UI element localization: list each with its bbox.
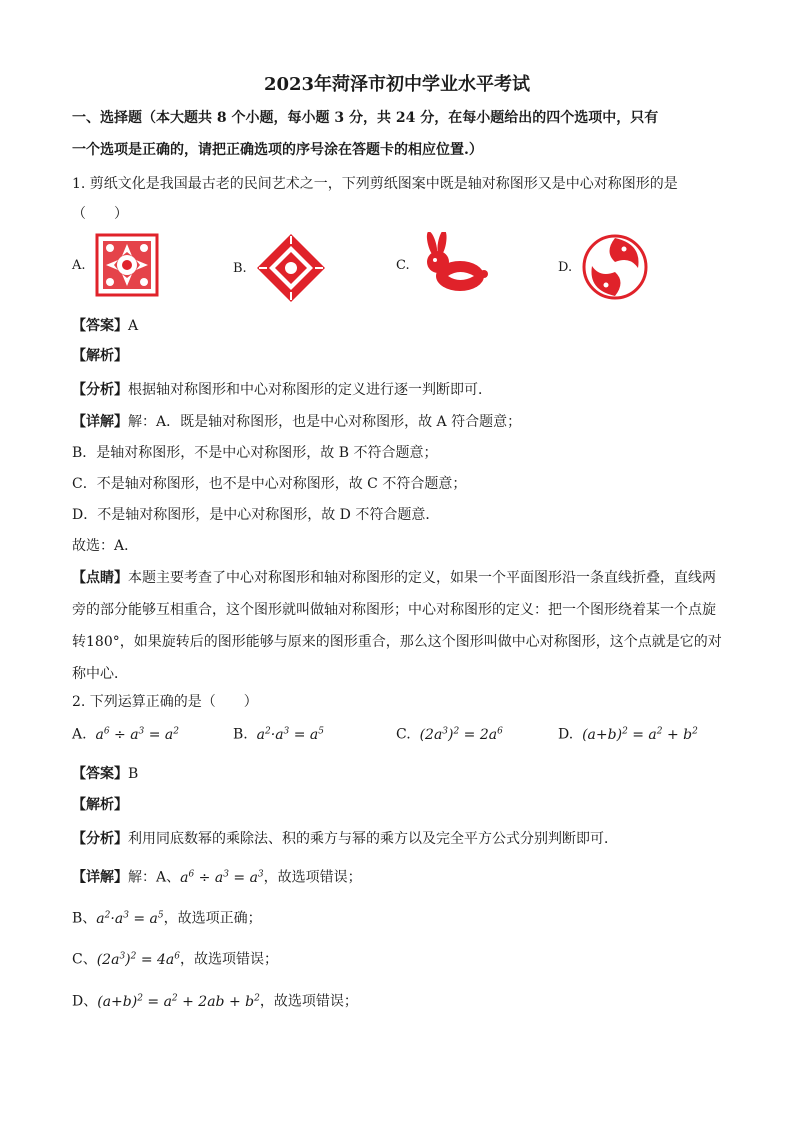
papercut-rabbit-icon	[418, 232, 488, 298]
option-label: B.	[233, 260, 247, 276]
q2-analysis-tag	[72, 795, 724, 815]
q1-option-a	[72, 232, 160, 298]
q2-xiangjie	[72, 864, 724, 888]
papercut-twin-fish-icon	[580, 232, 650, 302]
papercut-diamond-snowflake-icon	[255, 232, 327, 304]
fenxi-text: 利用同底数幂的乘除法、积的乘方与幂的乘方以及完全平方公式分别判断即可．	[128, 831, 618, 847]
q1-stem-line-2: （ ）	[72, 206, 128, 222]
q1-answer	[72, 316, 724, 336]
q2-line-d	[72, 988, 724, 1012]
line-suffix: ，故选项错误；	[259, 993, 358, 1010]
q1-dianjing	[72, 562, 724, 690]
q2-option-d	[558, 726, 698, 743]
line-suffix: ，故选项错误；	[180, 951, 278, 968]
q1-choose: 故选：A．	[72, 538, 139, 554]
answer-value: A	[128, 318, 139, 334]
formula-b: $a^2\cdot a^3 = a^5$	[256, 726, 324, 743]
analysis-tag: 【解析】	[72, 797, 128, 813]
q2-option-a	[72, 726, 179, 743]
papercut-square-butterflies-icon	[94, 232, 160, 298]
q1-option-b	[233, 232, 327, 304]
option-label: D.	[558, 726, 574, 743]
option-label: D.	[558, 259, 573, 275]
option-label: A.	[72, 257, 86, 273]
section-heading-line-2: 一个选项是正确的，请把正确选项的序号涂在答题卡的相应位置.）	[72, 142, 483, 158]
answer-value: B	[128, 766, 139, 782]
section-heading-line-1: 一、选择题（本大题共 8 个小题，每小题 3 分，共 24 分，在每小题给出的四个选项中，只有	[72, 110, 659, 126]
option-label: C.	[396, 257, 410, 273]
q2-option-b	[233, 726, 324, 743]
q2-stem: 2. 下列运算正确的是（ ）	[72, 694, 258, 710]
formula-detail-b: $a^2\cdot a^3 = a^5$	[96, 910, 164, 927]
q1-line-b: B．是轴对称图形，不是中心对称图形，故 B 不符合题意；	[72, 445, 438, 461]
fenxi-tag: 【分析】	[72, 831, 128, 847]
formula-detail-a: $a^6 \div a^3 = a^3$	[180, 869, 264, 886]
q2-line-b	[72, 905, 724, 929]
dianjing-tag: 【点睛】	[72, 570, 128, 586]
formula-detail-d: $(a+b)^2 = a^2 + 2ab + b^2$	[97, 993, 260, 1010]
answer-tag: 【答案】	[72, 318, 128, 334]
fenxi-tag: 【分析】	[72, 382, 128, 398]
option-label: A.	[72, 726, 87, 743]
q2-answer	[72, 764, 724, 784]
line-prefix: B、	[72, 910, 97, 927]
option-label: C.	[396, 726, 411, 743]
q1-line-c: C．不是轴对称图形，也不是中心对称图形，故 C 不符合题意；	[72, 476, 467, 492]
xiangjie-text: 解：A．既是轴对称图形，也是中心对称图形，故 A 符合题意；	[128, 414, 522, 430]
q1-stem-line-1: 1. 剪纸文化是我国最古老的民间艺术之一，下列剪纸图案中既是轴对称图形又是中心对称图形的是	[72, 176, 678, 192]
formula-c: $(2a^3)^2 = 2a^6$	[419, 726, 503, 743]
line-prefix: D、	[72, 993, 98, 1010]
xiangjie-tag: 【详解】	[72, 414, 128, 430]
q2-fenxi	[72, 829, 724, 849]
q1-line-d: D．不是轴对称图形，是中心对称图形，故 D 不符合题意．	[72, 507, 440, 523]
formula-a: $a^6 \div a^3 = a^2$	[95, 726, 179, 743]
formula-d: $(a+b)^2 = a^2 + b^2$	[582, 726, 698, 743]
formula-detail-c: $(2a^3)^2 = 4a^6$	[96, 951, 180, 968]
option-label: B.	[233, 726, 248, 743]
fenxi-text: 根据轴对称图形和中心对称图形的定义进行逐一判断即可．	[128, 382, 492, 398]
q1-option-d	[558, 232, 650, 302]
q2-line-c	[72, 946, 724, 970]
q1-analysis-tag	[72, 346, 724, 366]
line-suffix: ，故选项正确；	[163, 910, 262, 927]
dianjing-text: 本题主要考查了中心对称图形和轴对称图形的定义，如果一个平面图形沿一条直线折叠，直线两旁的部分能够互相重合，这个图形就叫做轴对称图形；中心对称图形的定义：把一个图形绕着某一个点旋转180°，如果旋转后的图形能够与原来的图形重合，那么这个图形叫做中心对称图形，这个点就是它的对称中心．	[72, 570, 722, 682]
q2-option-c	[396, 726, 503, 743]
q1-xiangjie	[72, 412, 724, 432]
q1-fenxi	[72, 380, 724, 400]
xiangjie-prefix: 解：A、	[128, 869, 181, 886]
analysis-tag: 【解析】	[72, 348, 128, 364]
answer-tag: 【答案】	[72, 766, 128, 782]
xiangjie-tag: 【详解】	[72, 869, 128, 886]
q1-option-c	[396, 232, 488, 298]
line-prefix: C、	[72, 951, 97, 968]
page-title: 2023年菏泽市初中学业水平考试	[263, 74, 531, 95]
xiangjie-suffix: ，故选项错误；	[263, 869, 362, 886]
